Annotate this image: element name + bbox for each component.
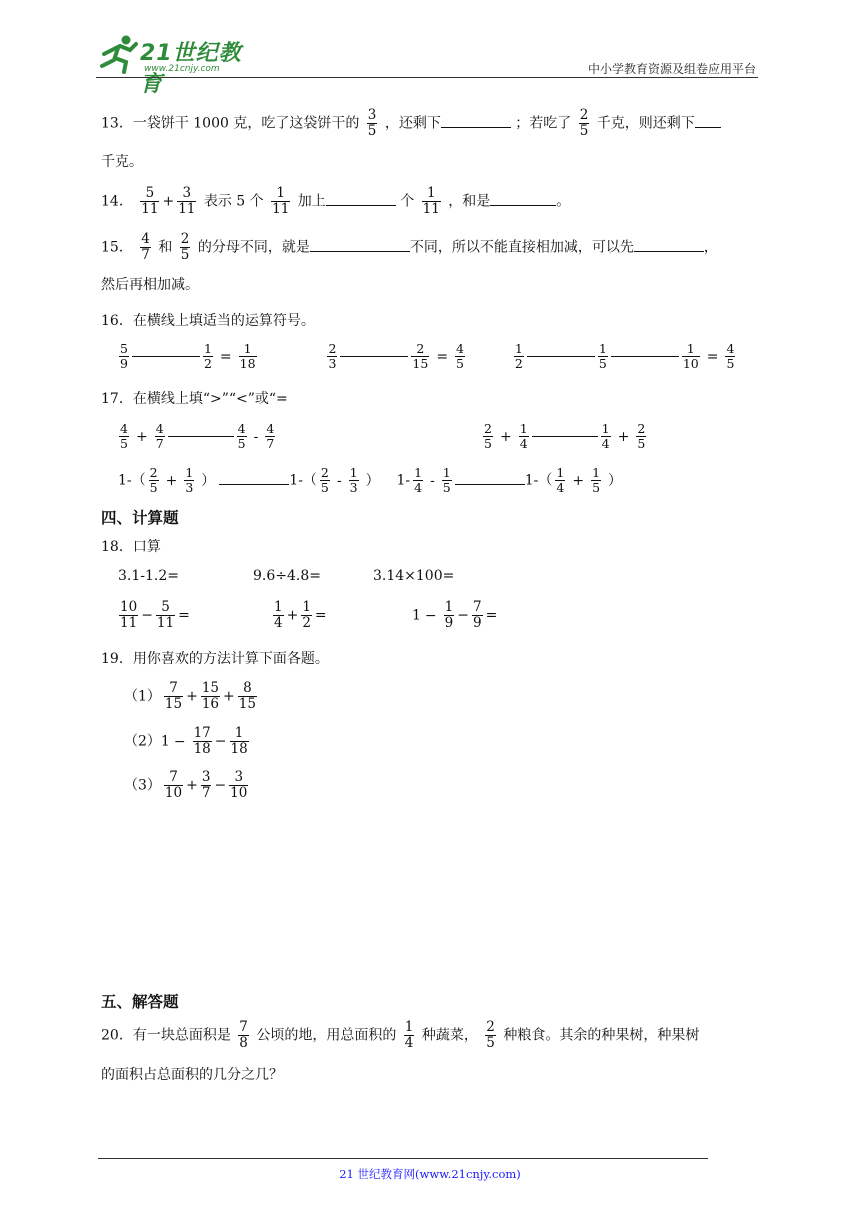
fraction: $\frac{4}{7}$ xyxy=(155,421,164,451)
fraction: $\frac{5}{11}$ xyxy=(156,599,175,631)
compare-blank[interactable] xyxy=(532,436,598,437)
operator-blank[interactable] xyxy=(132,356,200,357)
answer-blank[interactable] xyxy=(695,113,721,128)
calc-item: 3.14×100= xyxy=(373,568,455,584)
operator-blank[interactable] xyxy=(527,356,595,357)
fraction: $\frac{2}{5}$ xyxy=(149,465,158,495)
fraction: $\frac{2}{5}$ xyxy=(320,465,329,495)
fraction: $\frac{1}{2}$ xyxy=(514,341,523,371)
answer-blank[interactable] xyxy=(490,191,556,206)
question-17-row1-left: $\frac{4}{5}$ + $\frac{4}{7}$ $\frac{4}{5}$ - $\frac{4}{7}$ xyxy=(120,421,275,451)
logo-url: www.21cnjy.com xyxy=(144,64,220,74)
fraction: $\frac{1}{11}$ xyxy=(422,185,440,217)
question-16-row: $\frac{5}{9}$ $\frac{1}{2}$ = $\frac{1}{18}$ $\frac{2}{3}$ $\frac{2}{15}$ = $\frac{4}{5}$ $\frac{1}{2}$ $\frac{1}{5}$ $\frac{1}{10}$ = $\frac{4}{5}$ xyxy=(120,341,735,371)
question-20-cont: 的面积占总面积的几分之几？ xyxy=(101,1067,283,1083)
footer-rule xyxy=(98,1158,708,1159)
fraction: $\frac{1}{2}$ xyxy=(302,599,311,631)
fraction: $\frac{4}{5}$ xyxy=(237,421,246,451)
problem-19-1: （1） $\frac{7}{15}$ + $\frac{15}{16}$ + $\frac{8}{15}$ xyxy=(124,680,256,712)
compare-blank[interactable] xyxy=(219,470,289,485)
question-18-title: 18．口算 xyxy=(101,539,161,555)
fraction: $\frac{4}{5}$ xyxy=(726,341,735,371)
answer-blank[interactable] xyxy=(326,191,396,206)
fraction: $\frac{10}{11}$ xyxy=(120,599,138,631)
fraction: $\frac{1}{4}$ xyxy=(274,599,283,631)
header-rule xyxy=(96,77,758,78)
fraction: $\frac{3}{7}$ xyxy=(201,769,211,801)
compare-blank[interactable] xyxy=(455,470,525,485)
fraction: $\frac{1}{4}$ xyxy=(556,465,565,495)
fraction: $\frac{5}{9}$ xyxy=(120,341,128,371)
question-15-cont: 然后再相加减。 xyxy=(101,277,199,293)
operator-blank[interactable] xyxy=(340,356,408,357)
fraction: $\frac{2}{5}$ xyxy=(486,1019,495,1051)
fraction: $\frac{1}{11}$ xyxy=(272,185,290,217)
question-19-title: 19．用你喜欢的方法计算下面各题。 xyxy=(101,651,329,667)
question-14: 14． $\frac{5}{11}$ + $\frac{3}{11}$ 表示 5 个 $\frac{1}{11}$ 加上 个 $\frac{1}{11}$ ，和是 。 xyxy=(101,185,571,217)
fraction: $\frac{1}{4}$ xyxy=(404,1019,414,1051)
footer-text: 21 世纪教育网(www.21cnjy.com) xyxy=(339,1167,521,1181)
answer-blank[interactable] xyxy=(310,237,410,252)
compare-blank[interactable] xyxy=(168,436,234,437)
fraction: $\frac{1}{5}$ xyxy=(592,465,601,495)
section-5-heading: 五、解答题 xyxy=(101,993,179,1011)
fraction: $\frac{4}{5}$ xyxy=(456,341,464,371)
question-17-title: 17．在横线上填“>”“<”或“= xyxy=(101,391,288,407)
problem-19-3: （3） $\frac{7}{10}$ + $\frac{3}{7}$ − $\frac{3}{10}$ xyxy=(124,769,248,801)
question-13: 13．一袋饼干 1000 克，吃了这袋饼干的 $\frac{3}{5}$ ，还剩下 ；若吃了 $\frac{2}{5}$ 千克，则还剩下 xyxy=(101,108,721,139)
calc-fraction-1: $\frac{10}{11}$ − $\frac{5}{11}$ = xyxy=(120,599,190,631)
calc-item: 3.1-1.2= xyxy=(118,568,179,584)
logo xyxy=(96,32,256,97)
fraction: $\frac{1}{3}$ xyxy=(185,465,194,495)
operator-blank[interactable] xyxy=(611,356,679,357)
fraction: $\frac{3}{10}$ xyxy=(230,769,248,801)
fraction: $\frac{2}{5}$ xyxy=(180,231,190,263)
fraction: $\frac{2}{3}$ xyxy=(328,341,337,371)
platform-name: 中小学教育资源及组卷应用平台 xyxy=(587,62,756,76)
question-16-title: 16．在横线上填适当的运算符号。 xyxy=(101,313,315,329)
section-4-heading: 四、计算题 xyxy=(101,509,179,527)
header xyxy=(96,28,758,97)
logo-text: 21世纪教育 xyxy=(140,41,242,97)
question-20: 20．有一块总面积是 $\frac{7}{8}$ 公顷的地，用总面积的 $\frac{1}{4}$ 种蔬菜， $\frac{2}{5}$ 种粮食。其余的种果树，种果树 xyxy=(101,1019,700,1051)
fraction: $\frac{2}{5}$ xyxy=(579,107,589,139)
problem-19-2: （2）1 − $\frac{17}{18}$ − $\frac{1}{18}$ xyxy=(124,725,248,757)
calc-fraction-3: 1 − $\frac{1}{9}$ − $\frac{7}{9}$ = xyxy=(412,599,498,631)
question-17-row1-right: $\frac{2}{5}$ + $\frac{1}{4}$ $\frac{1}{4}$ + $\frac{2}{5}$ xyxy=(484,421,646,451)
fraction: $\frac{1}{5}$ xyxy=(442,465,451,495)
fraction: $\frac{1}{2}$ xyxy=(203,341,212,371)
fraction: $\frac{1}{4}$ xyxy=(519,421,528,451)
fraction: $\frac{1}{3}$ xyxy=(349,465,358,495)
question-17-row2: 1-（ $\frac{2}{5}$ + $\frac{1}{3}$ ） 1-（ $\frac{2}{5}$ - $\frac{1}{3}$ ） 1- $\frac{1}{4}$ - $\frac{1}{5}$ 1-（ $\frac{1}{4}$ + $\frac{1}{5}$ ） xyxy=(118,465,623,495)
fraction: $\frac{4}{7}$ xyxy=(266,421,275,451)
fraction: $\frac{2}{5}$ xyxy=(484,421,492,451)
fraction: $\frac{5}{11}$ xyxy=(141,185,159,217)
fraction: $\frac{1}{4}$ xyxy=(414,465,423,495)
fraction: $\frac{1}{5}$ xyxy=(598,341,607,371)
fraction: $\frac{17}{18}$ xyxy=(193,725,211,757)
fraction: $\frac{7}{15}$ xyxy=(164,680,183,712)
question-13-cont: 千克。 xyxy=(101,154,143,170)
runner-logo-icon xyxy=(96,34,140,74)
fraction: $\frac{1}{18}$ xyxy=(230,725,248,757)
fraction: $\frac{1}{10}$ xyxy=(682,341,699,371)
fraction: $\frac{3}{11}$ xyxy=(178,185,196,217)
fraction: $\frac{2}{5}$ xyxy=(637,421,646,451)
question-15: 15． $\frac{4}{7}$ 和 $\frac{2}{5}$ 的分母不同，就是 不同，所以不能直接相加减，可以先 ， xyxy=(101,231,718,263)
fraction: $\frac{1}{9}$ xyxy=(444,599,454,631)
fraction: $\frac{7}{9}$ xyxy=(472,599,482,631)
fraction: $\frac{4}{5}$ xyxy=(120,421,128,451)
fraction: $\frac{7}{10}$ xyxy=(164,769,183,801)
fraction: $\frac{7}{8}$ xyxy=(239,1019,248,1051)
calc-fraction-2: $\frac{1}{4}$ + $\frac{1}{2}$ = xyxy=(274,599,327,631)
fraction: $\frac{3}{5}$ xyxy=(367,107,377,139)
fraction: $\frac{4}{7}$ xyxy=(141,231,150,263)
fraction: $\frac{2}{15}$ xyxy=(412,341,429,371)
fraction: $\frac{1}{4}$ xyxy=(601,421,610,451)
fraction: $\frac{8}{15}$ xyxy=(238,680,256,712)
answer-blank[interactable] xyxy=(634,237,704,252)
fraction: $\frac{1}{18}$ xyxy=(239,341,256,371)
fraction: $\frac{15}{16}$ xyxy=(201,680,220,712)
calc-item: 9.6÷4.8= xyxy=(253,568,321,584)
answer-blank[interactable] xyxy=(441,113,511,128)
